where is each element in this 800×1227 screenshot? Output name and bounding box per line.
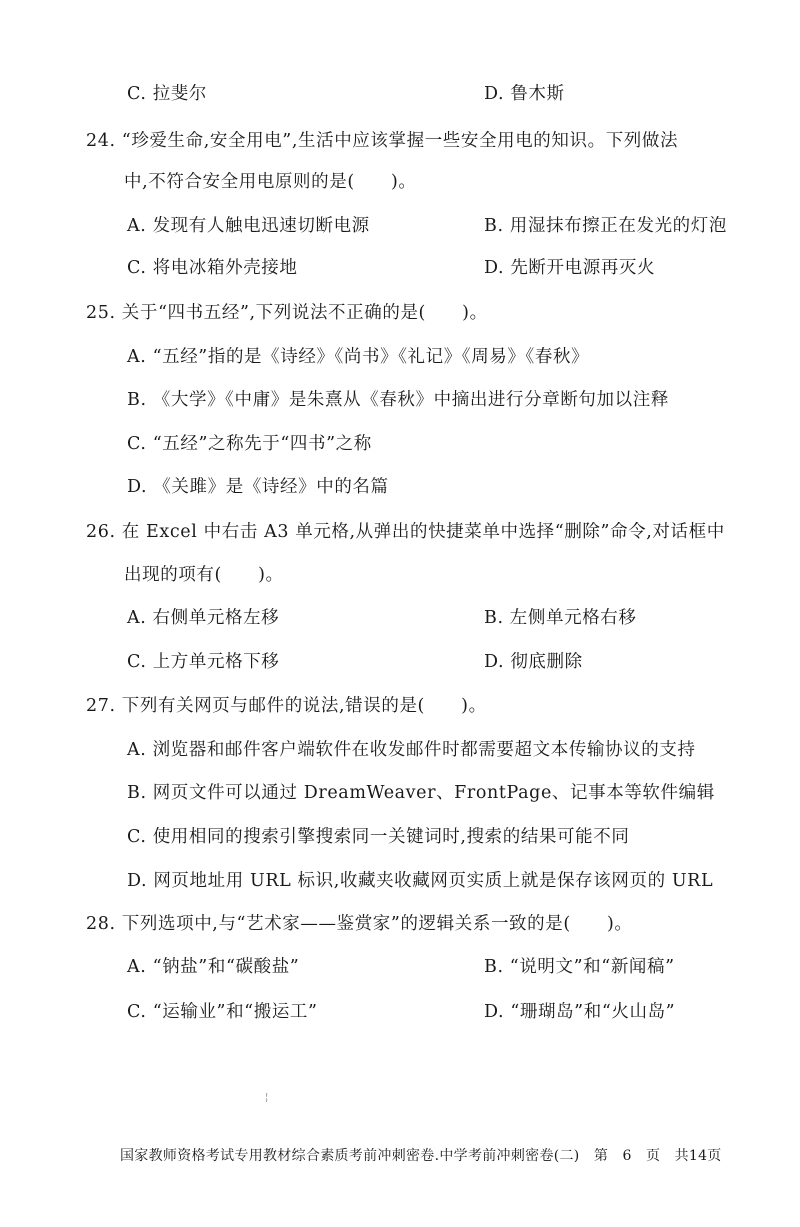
q28-option-a: A. “钠盐”和“碳酸盐” [127,957,300,977]
q27-option-b: B. 网页文件可以通过 DreamWeaver、FrontPage、记事本等软件编辑 [127,783,715,803]
q27-option-c: C. 使用相同的搜索引擎搜索同一关键词时,搜索的结果可能不同 [127,827,630,847]
q25-option-c: C. “五经”之称先于“四书”之称 [127,434,372,454]
q24-stem-line2: 中,不符合安全用电原则的是( )。 [124,172,417,192]
q23-option-c: C. 拉斐尔 [127,84,207,104]
q27-option-a: A. 浏览器和邮件客户端软件在收发邮件时都需要超文本传输协议的支持 [127,740,696,760]
q28-option-b: B. “说明文”和“新闻稿” [484,957,675,977]
q24-option-b: B. 用湿抹布擦正在发光的灯泡 [484,216,727,236]
q27-option-d: D. 网页地址用 URL 标识,收藏夹收藏网页实质上就是保存该网页的 URL [127,871,714,891]
q25-option-b: B. 《大学》《中庸》是朱熹从《春秋》中摘出进行分章断句加以注释 [127,390,669,410]
q25-option-a: A. “五经”指的是《诗经》《尚书》《礼记》《周易》《春秋》 [127,347,590,367]
q28-option-c: C. “运输业”和“搬运工” [127,1002,318,1022]
q27-stem: 27. 下列有关网页与邮件的说法,错误的是( )。 [86,696,487,716]
q26-option-b: B. 左侧单元格右移 [484,608,637,628]
q24-option-d: D. 先断开电源再灭火 [484,258,656,278]
q28-stem: 28. 下列选项中,与“艺术家——鉴赏家”的逻辑关系一致的是( )。 [86,914,633,934]
q24-option-c: C. 将电冰箱外壳接地 [127,258,298,278]
q28-option-d: D. “珊瑚岛”和“火山岛” [484,1002,676,1022]
q25-option-d: D. 《关雎》是《诗经》中的名篇 [127,477,389,497]
q26-option-a: A. 右侧单元格左移 [127,608,280,628]
q26-stem-line1: 26. 在 Excel 中右击 A3 单元格,从弹出的快捷菜单中选择“删除”命令,对话框中 [86,522,725,542]
q24-stem-line1: 24. “珍爱生命,安全用电”,生活中应该掌握一些安全用电的知识。下列做法 [86,131,679,151]
page-footer: 国家教师资格考试专用教材综合素质考前冲刺密卷.中学考前冲刺密卷(二) 第 6 页 共14页 [120,1148,722,1164]
q25-stem: 25. 关于“四书五经”,下列说法不正确的是( )。 [86,303,488,323]
stray-mark: ¦ [265,1092,269,1103]
q26-stem-line2: 出现的项有( )。 [124,565,284,585]
q23-option-d: D. 鲁木斯 [484,84,565,104]
q24-option-a: A. 发现有人触电迅速切断电源 [127,216,370,236]
q26-option-c: C. 上方单元格下移 [127,652,280,672]
q26-option-d: D. 彻底删除 [484,652,583,672]
